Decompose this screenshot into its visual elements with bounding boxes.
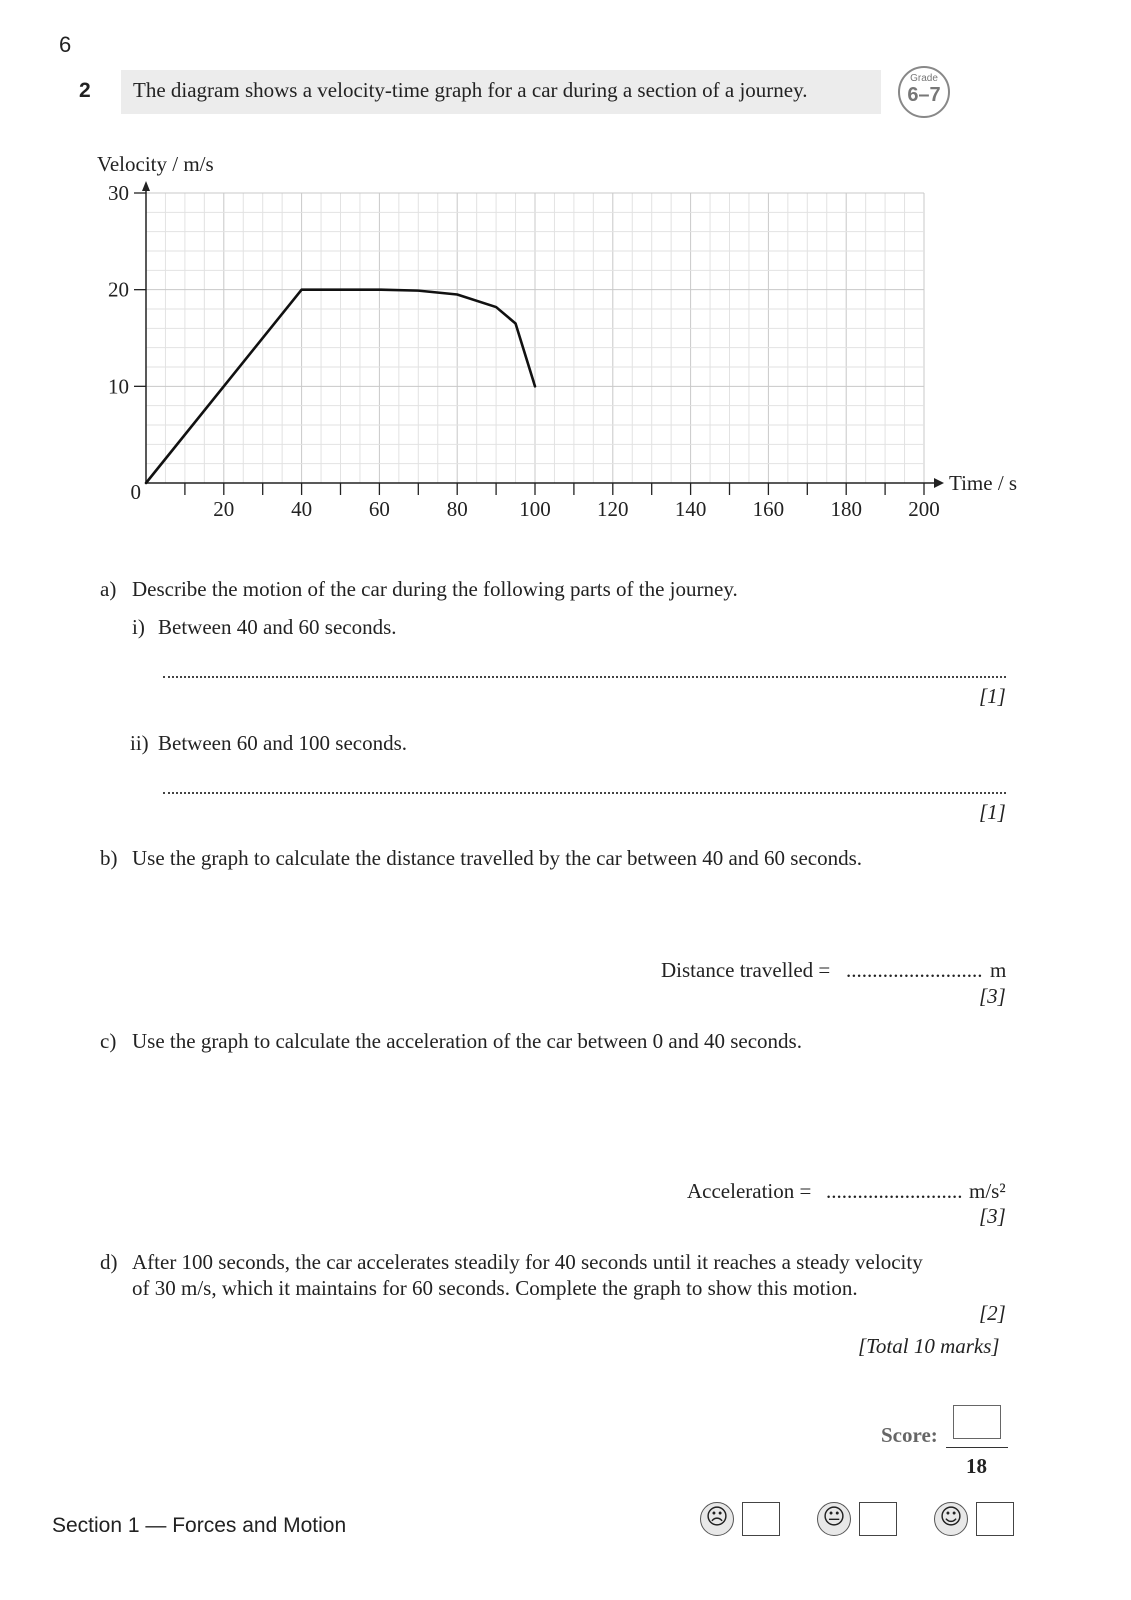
confidence-box-high[interactable] (976, 1502, 1014, 1536)
x-tick-label: 80 (446, 497, 468, 521)
part-b-label: b) (100, 846, 118, 870)
velocity-time-graph (0, 140, 1131, 540)
x-tick-label: 40 (291, 497, 313, 521)
part-a-i-text: Between 40 and 60 seconds. (158, 615, 397, 639)
part-a-text: Describe the motion of the car during the following parts of the journey. (132, 577, 738, 601)
answer-line-a-ii[interactable] (163, 792, 1006, 794)
part-d-label: d) (100, 1250, 118, 1274)
acceleration-unit: m/s² (969, 1179, 1006, 1203)
happy-face-icon: ☺ (934, 1502, 968, 1536)
part-a-ii-label: ii) (130, 731, 149, 755)
part-d-text-line1: After 100 seconds, the car accelerates steadily for 40 seconds until it reaches a steady velocity (132, 1250, 923, 1274)
y-tick-label: 30 (108, 181, 129, 205)
y-tick-label: 0 (130, 480, 141, 504)
score-fraction-line (946, 1447, 1008, 1448)
part-b-text: Use the graph to calculate the distance travelled by the car between 40 and 60 seconds. (132, 846, 863, 870)
section-footer: Section 1 — Forces and Motion (52, 1514, 347, 1537)
grade-badge (898, 66, 950, 118)
total-marks: [Total 10 marks] (858, 1334, 1000, 1358)
part-c-label: c) (100, 1029, 117, 1053)
x-tick-label: 20 (213, 497, 235, 521)
x-axis-arrow (934, 478, 944, 488)
marks-c: [3] (979, 1204, 1006, 1228)
marks-a-i: [1] (979, 684, 1006, 708)
marks-a-ii: [1] (979, 800, 1006, 824)
distance-answer-label: Distance travelled = (661, 958, 831, 982)
y-tick-label: 20 (108, 277, 129, 302)
part-d-text-line2: of 30 m/s, which it maintains for 60 seconds. Complete the graph to show this motion. (132, 1276, 858, 1300)
distance-unit: m (990, 958, 1007, 982)
part-c-text: Use the graph to calculate the acceleration of the car between 0 and 40 seconds. (132, 1029, 802, 1053)
sad-face-icon: ☹ (700, 1502, 734, 1536)
acceleration-answer-field[interactable]: .......................... (826, 1179, 963, 1203)
score-input-box[interactable] (953, 1405, 1001, 1439)
grade-badge-label: Grade (910, 73, 938, 84)
confidence-box-low[interactable] (742, 1502, 780, 1536)
part-a-label: a) (100, 577, 117, 601)
x-tick-label: 180 (830, 497, 862, 521)
y-tick-label: 10 (108, 374, 129, 399)
question-number: 2 (79, 79, 91, 102)
part-a-i-label: i) (132, 615, 145, 639)
score-out-of: 18 (966, 1454, 987, 1478)
part-a-ii-text: Between 60 and 100 seconds. (158, 731, 408, 755)
question-intro: The diagram shows a velocity-time graph for a car during a section of a journey. (121, 70, 881, 114)
answer-line-a-i[interactable] (163, 676, 1006, 678)
x-tick-label: 100 (519, 497, 551, 521)
y-axis-arrow (142, 181, 150, 191)
x-tick-label: 160 (752, 497, 785, 521)
grade-badge-value: 6–7 (907, 84, 941, 106)
x-tick-label: 60 (368, 497, 390, 521)
distance-answer-field[interactable]: .......................... (846, 958, 983, 982)
y-axis-title: Velocity / m/s (97, 152, 214, 176)
x-tick-label: 120 (597, 497, 629, 521)
x-tick-label: 140 (674, 497, 707, 521)
confidence-box-medium[interactable] (859, 1502, 897, 1536)
page-number: 6 (59, 32, 72, 57)
marks-b: [3] (979, 984, 1006, 1008)
x-tick-label: 200 (908, 497, 940, 521)
marks-d: [2] (979, 1301, 1006, 1325)
acceleration-answer-label: Acceleration = (687, 1179, 812, 1203)
neutral-face-icon: 😐 (817, 1502, 851, 1536)
x-axis-title: Time / s (949, 471, 1018, 495)
score-label: Score: (881, 1423, 938, 1447)
